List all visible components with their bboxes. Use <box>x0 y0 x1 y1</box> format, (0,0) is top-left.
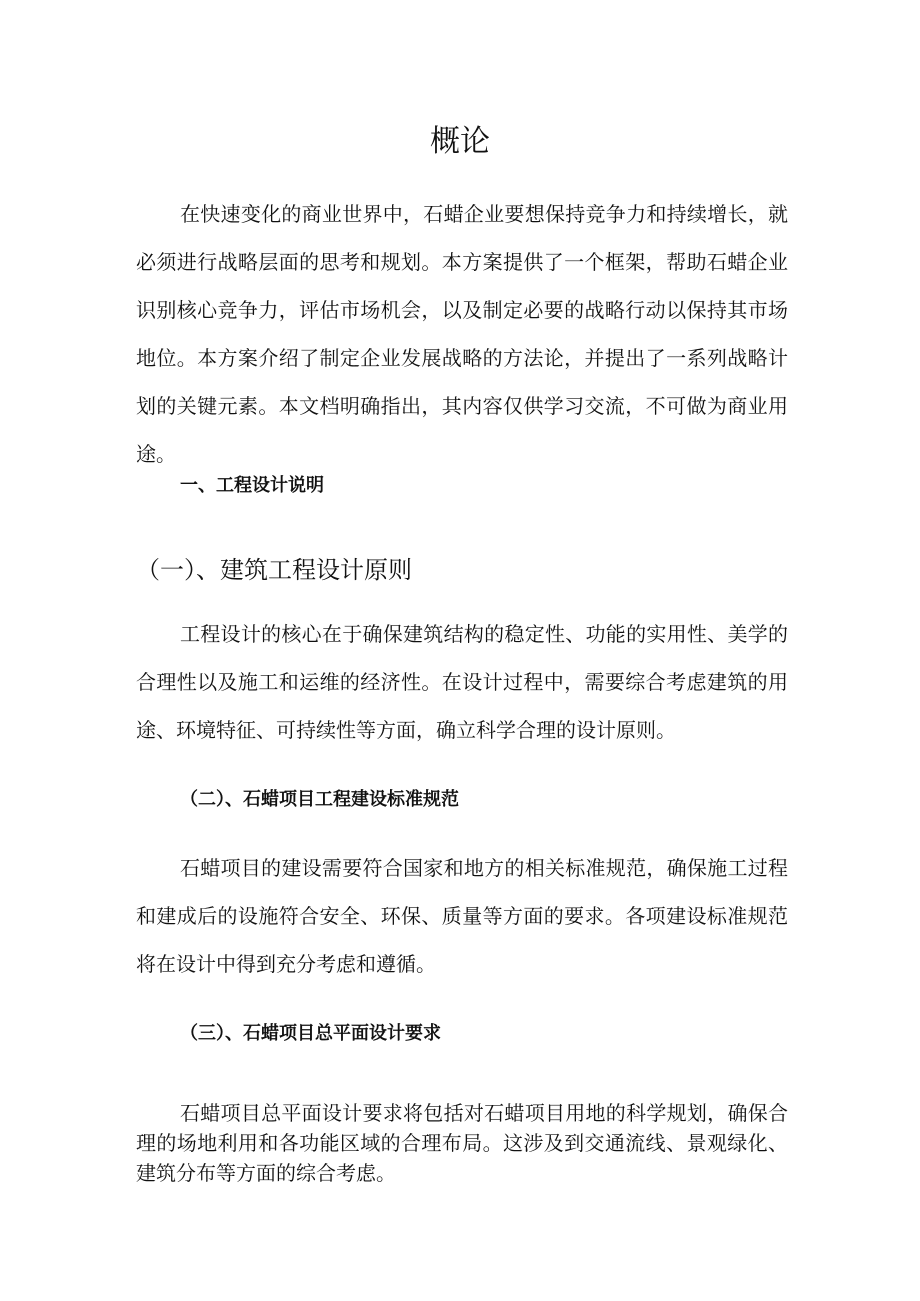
intro-paragraph: 在快速变化的商业世界中，石蜡企业要想保持竞争力和持续增长，就必须进行战略层面的思考和规划。本方案提供了一个框架，帮助石蜡企业识别核心竞争力，评估市场机会，以及制定必要的战略行动以保持其市场地位。本方案介绍了制定企业发展战略的方法论，并提出了一系列战略计划的关键元素。本文档明确指出，其内容仅供学习交流，不可做为商业用途。 <box>136 202 788 466</box>
construction-standards-paragraph: 石蜡项目的建设需要符合国家和地方的相关标准规范，确保施工过程和建成后的设施符合安全、环保、质量等方面的要求。各项建设标准规范将在设计中得到充分考虑和遵循。 <box>136 856 788 976</box>
subsection-heading-construction-standards: （二）、石蜡项目工程建设标准规范 <box>180 789 459 810</box>
page-title: 概论 <box>430 124 490 159</box>
subsection-heading-site-plan: （三）、石蜡项目总平面设计要求 <box>180 1023 441 1044</box>
design-principles-paragraph: 工程设计的核心在于确保建筑结构的稳定性、功能的实用性、美学的合理性以及施工和运维的经济性。在设计过程中，需要综合考虑建筑的用途、环境特征、可持续性等方面，确立科学合理的设计原则。 <box>136 622 788 742</box>
subsection-heading-design-principles: （一）、建筑工程设计原则 <box>136 556 412 584</box>
section-heading-engineering-design: 一、工程设计说明 <box>180 475 324 496</box>
site-plan-paragraph: 石蜡项目总平面设计要求将包括对石蜡项目用地的科学规划，确保合理的场地利用和各功能区域的合理布局。这涉及到交通流线、景观绿化、建筑分布等方面的综合考虑。 <box>136 1101 788 1185</box>
